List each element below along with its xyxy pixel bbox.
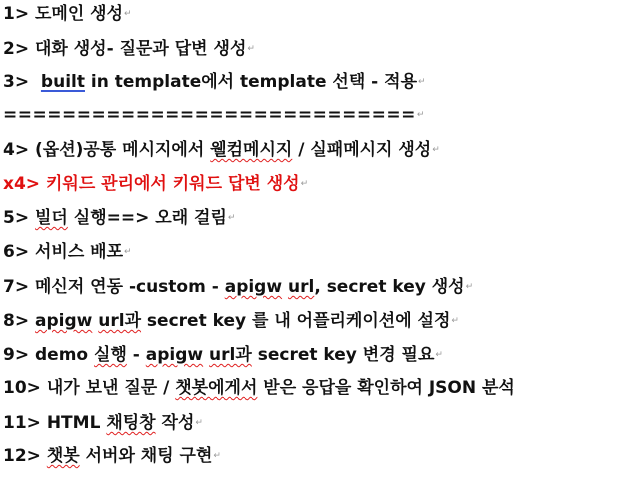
- step-text: demo: [35, 345, 95, 365]
- step-line-6: [3, 241, 132, 263]
- spell-flagged-word: 실행: [94, 345, 127, 365]
- spell-flagged-word: 챗봇: [46, 446, 80, 466]
- paragraph-mark-icon: ↵: [213, 451, 221, 461]
- step-text: HTML: [46, 413, 107, 433]
- paragraph-mark-icon: ↵: [418, 77, 426, 87]
- step-text: 도메인 생성: [35, 4, 124, 24]
- step-number: 5>: [3, 208, 30, 228]
- step-number: 9>: [3, 345, 30, 365]
- paragraph-mark-icon: ↵: [432, 145, 440, 155]
- step-number: x4>: [3, 174, 41, 194]
- paragraph-mark-icon: ↵: [227, 213, 236, 223]
- step-number: 12>: [3, 446, 41, 466]
- spell-flagged-word: 빌더: [35, 208, 68, 228]
- step-text: 작성: [155, 413, 195, 433]
- step-text: 대화 생성- 질문과 답변 생성: [35, 39, 247, 59]
- step-number: 1>: [3, 4, 30, 24]
- step-line-12: [3, 445, 221, 467]
- step-line-7: [3, 276, 473, 298]
- paragraph-mark-icon: ↵: [435, 350, 443, 360]
- spell-flagged-word: 웰컴메시지: [210, 140, 293, 160]
- spell-flagged-word: apigw: [145, 345, 204, 365]
- step-number: 2>: [3, 39, 30, 59]
- step-text: / 실패메시지 생성: [292, 140, 432, 160]
- step-number: 3>: [3, 72, 30, 92]
- step-line-9: [3, 344, 443, 366]
- separator-line: [3, 104, 425, 126]
- spell-flagged-word: 채팅창: [106, 413, 156, 433]
- spell-flagged-word: url과: [98, 311, 142, 331]
- step-line-10: [3, 377, 515, 399]
- step-line-4: [3, 139, 440, 161]
- step-spacing: [29, 72, 41, 92]
- step-text: secret key 변경 필요: [251, 345, 435, 365]
- step-text: 메신저 연동 -custom -: [35, 277, 225, 297]
- step-text: 실행==> 오래 걸림: [67, 208, 227, 228]
- step-text: in template에서 template 선택 - 적용: [84, 72, 418, 92]
- step-text: 서비스 배포: [35, 242, 124, 262]
- separator-text: ============================: [3, 105, 416, 125]
- step-line-3: [3, 71, 426, 93]
- paragraph-mark-icon: ↵: [300, 179, 309, 189]
- paragraph-mark-icon: ↵: [451, 316, 459, 326]
- paragraph-mark-icon: ↵: [195, 418, 203, 428]
- spell-flagged-word: url: [287, 277, 315, 297]
- step-number: 10>: [3, 378, 41, 398]
- step-text: secret key 를 내 어플리케이션에 설정: [141, 311, 451, 331]
- step-line-2: [3, 38, 255, 60]
- step-text: 키워드 관리에서 키워드 답변 생성: [45, 174, 300, 194]
- step-number: 7>: [3, 277, 30, 297]
- paragraph-mark-icon: ↵: [416, 110, 425, 120]
- paragraph-mark-icon: ↵: [247, 44, 255, 54]
- step-text: , secret key 생성: [314, 277, 465, 297]
- spell-flagged-word: apigw: [224, 277, 283, 297]
- spell-flagged-word: url과: [209, 345, 252, 365]
- spell-flagged-word: apigw: [35, 311, 93, 331]
- step-text: 서버와 채팅 구현: [79, 446, 213, 466]
- step-text: 내가 보낸 질문 /: [46, 378, 176, 398]
- step-line-x4-highlighted: [3, 173, 308, 195]
- step-text: -: [126, 345, 146, 365]
- step-line-11: [3, 412, 203, 434]
- step-line-8: [3, 310, 459, 332]
- grammar-flagged-word: built: [40, 72, 85, 92]
- spell-flagged-word: 챗봇에게서: [175, 378, 258, 398]
- step-number: 4>: [3, 140, 30, 160]
- paragraph-mark-icon: ↵: [124, 247, 132, 257]
- step-text: (옵션)공통 메시지에서: [35, 140, 211, 160]
- paragraph-mark-icon: ↵: [465, 282, 474, 292]
- step-line-1: [3, 3, 132, 25]
- step-number: 8>: [3, 311, 30, 331]
- step-line-5: [3, 207, 235, 229]
- step-text: 받은 응답을 확인하여 JSON 분석: [257, 378, 515, 398]
- step-number: 11>: [3, 413, 41, 433]
- step-number: 6>: [3, 242, 30, 262]
- paragraph-mark-icon: ↵: [124, 9, 132, 19]
